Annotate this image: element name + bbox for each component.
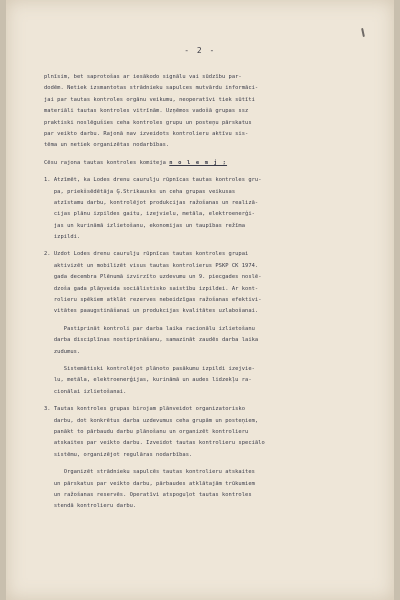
text-line: jai par tautas kontroles orgānu veikumu, neoperatīvi tiek sūtīti	[44, 96, 255, 103]
text-line: gada decembra Plēnumā izvirzīto uzdevumu un 9. piecgades noslē-	[44, 274, 262, 281]
text-line: izpildi.	[44, 234, 81, 241]
text-line: cionālai izlietošanai.	[44, 388, 127, 395]
text-line: panākt to pārbaudu darbu plānošanu un organizēt kontrolieru	[44, 428, 249, 435]
text-line: un pārskatus par veikto darbu, pārbaudes atklātajām trūkumiem	[44, 480, 255, 487]
text-line: un ražošanas reservēs. Operatīvi atspoguļot tautas kontroles	[44, 491, 252, 498]
text-line: dodēm. Netiek izsmantotas strādnieku sapulces mutvārdu informāci-	[44, 85, 259, 92]
text-line: par veikto darbu. Rajonā nav izveidots kontrolieru aktīvu sis-	[44, 130, 249, 137]
text-line: darba disciplīnas nostiprināšanu, samazināt zaudēs darba laika	[44, 337, 259, 344]
item-2-subparagraph-1	[44, 324, 382, 358]
text-line: 3. Tautas kontroles grupas birojam plānveidot organizatorisko	[44, 406, 246, 413]
pencil-tick-mark	[361, 28, 365, 37]
decision-item-1	[44, 175, 382, 243]
text-line: stendā kontrolieru darbu.	[44, 503, 137, 510]
text-line: dzoša gada plāņveida sociālistisko saistību izpildei. Ar kont-	[44, 285, 259, 292]
text-line: zudumus.	[44, 348, 81, 355]
text-line: vitātes paaugstināšanai un produkcijas kvalitātes uzlabošanai.	[44, 308, 259, 315]
text-line: tēma un netiek organizētas nodarbības.	[44, 142, 170, 149]
text-line: jas un kurināmā izlietošanu, ekonomijas un taupības režīma	[44, 222, 246, 229]
text-line: Organizēt strādnieku sapulcēs tautas kontrolieru atskaites	[44, 469, 255, 476]
item-3-subparagraph-1	[44, 467, 382, 513]
document-page	[6, 0, 394, 600]
decision-item-2	[44, 249, 382, 398]
item-2-subparagraph-2	[44, 364, 382, 398]
text-line: rolieru spēkiem atklāt rezerves nebeidzīgas ražošanas efektivi-	[44, 297, 262, 304]
decision-heading	[44, 158, 382, 169]
text-line: 1. Atzīmēt, ka Lodes drenu caurulju rūpnīcas tautas kontroles gru-	[44, 177, 262, 184]
text-line: Pastiprināt kontroli par darba laika racionālu izlietošanu	[44, 325, 255, 332]
text-line: praktiski noslēgušies ceha kontroles grupu un posteņu pārskatus	[44, 119, 252, 126]
text-line: atzīstamu darbu, kontrolējot produkcijas ražošanas un realizā-	[44, 199, 259, 206]
decision-item-3	[44, 404, 382, 513]
text-line: cijas plānu izpildes gaitu, izejvielu, metāla, elektroenerģi-	[44, 211, 255, 218]
text-line: plnīsim, bet saprotošas ar iesākodo signālu vai sūdzību par-	[44, 74, 242, 80]
decision-keyword: n o l e m j ;	[169, 159, 228, 166]
text-line: sistēmu, organizējot regulāras nodarbības.	[44, 451, 193, 458]
decision-heading-prefix: Cēsu rajona tautas kontroles komiteja	[44, 159, 170, 166]
page-number: - 2 -	[184, 46, 216, 55]
text-line: materiāli tautas kontroles vitrīnām. Uzņēmos vadošā grupas ssz	[44, 108, 249, 115]
intro-paragraph	[44, 72, 382, 152]
text-line: Sistemātiski kontrolējot plānoto pasākumu izpildi izejvie-	[44, 365, 255, 372]
text-line: aktivizēt un mobilizēt visus tautas kontrolierus PSKP CK 1974.	[44, 262, 259, 269]
text-line: 2. Uzdot Lodes drenu caurulju rūpnīcas tautas kontroles grupai	[44, 251, 249, 258]
text-line: lu, metāla, elektroenerģijas, kurināmā un audes lidzekļu ra-	[44, 377, 252, 384]
text-line: pa, priekšsēdētāja Ģ.Strikausks un ceha grupas veikusas	[44, 188, 236, 195]
text-line: darbu, dot konkrētus darba uzdevumus ceha grupām un posteņiem,	[44, 417, 259, 424]
document-body	[44, 72, 382, 513]
text-line: atskaites par veikto darbu. Izveidot tautas kontrolieru speciālo	[44, 440, 265, 447]
